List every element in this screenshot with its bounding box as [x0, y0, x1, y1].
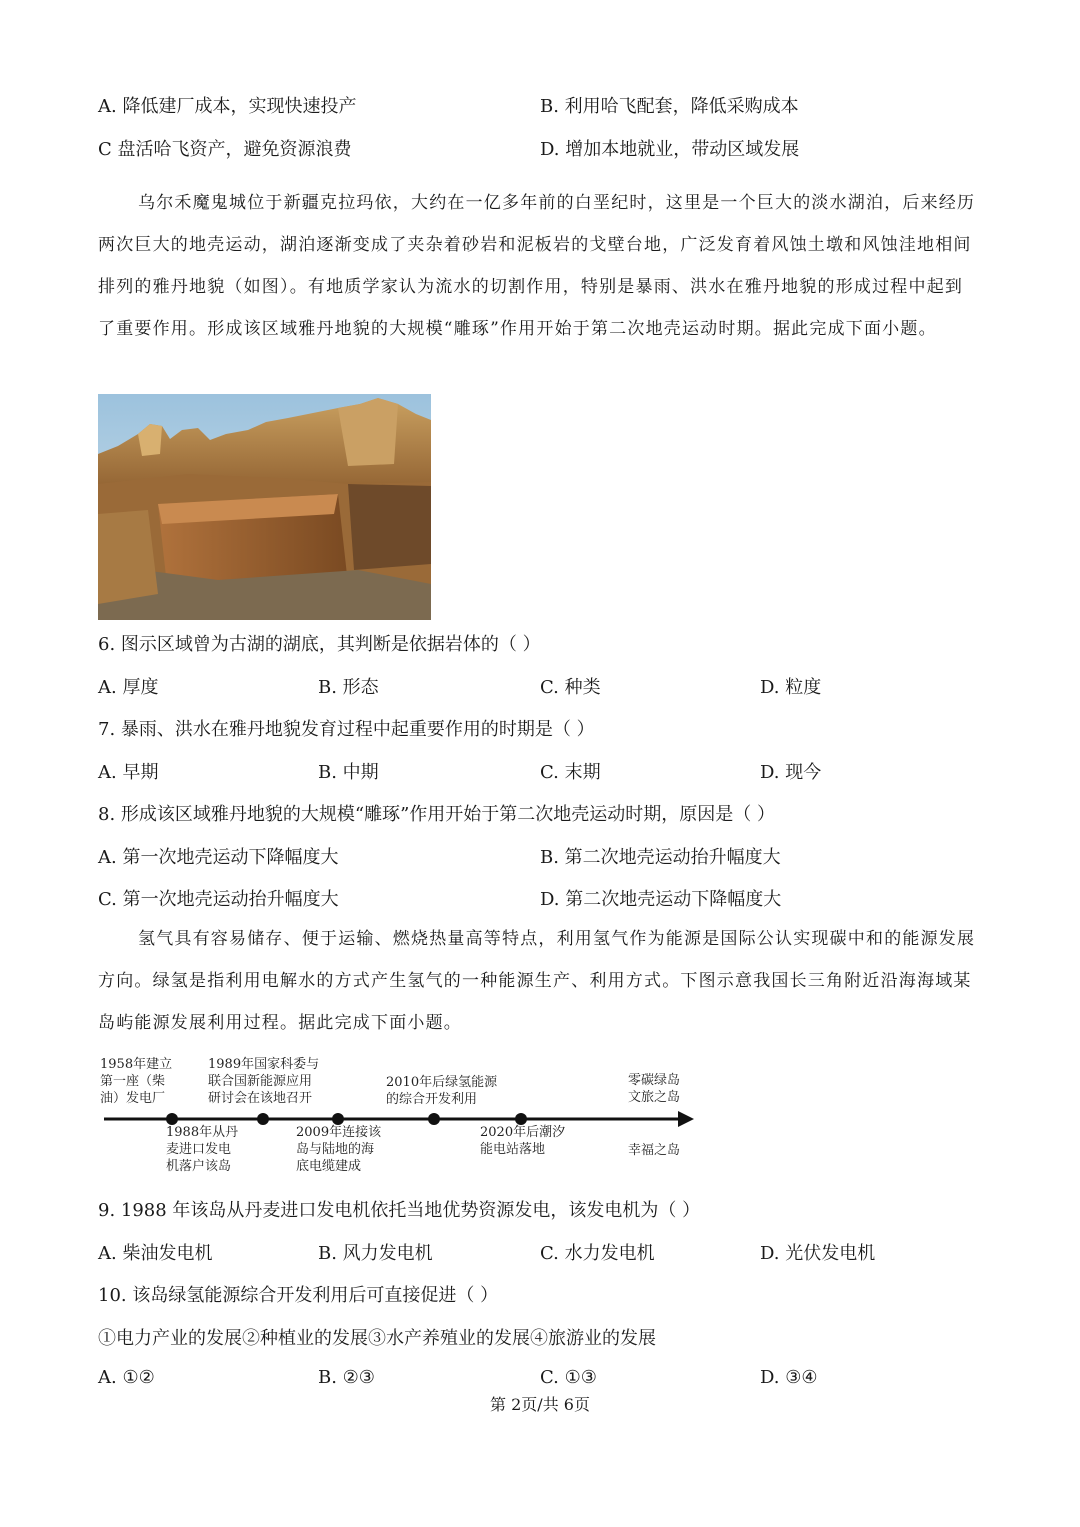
q7-stem: 7. 暴雨、洪水在雅丹地貌发育过程中起重要作用的时期是（ ） [98, 719, 595, 740]
q9-option-a: A. 柴油发电机 [98, 1243, 213, 1264]
q10-option-a: A. ①② [98, 1367, 155, 1388]
timeline-zero-carbon-label: 零碳绿岛 文旅之岛 [628, 1073, 681, 1105]
timeline-dot-1988 [257, 1113, 269, 1125]
q10-option-c: C. ①③ [540, 1367, 597, 1388]
q7-option-a: A. 早期 [98, 762, 159, 783]
passage-hydrogen: 氢气具有容易储存、便于运输、燃烧热量高等特点，利用氢气作为能源是国际公认实现碳中和的能源发展方向。绿氢是指利用电解水的方式产生氢气的一种能源生产、利用方式。下图示意我国长三角附近沿海海域某岛屿能源发展利用过程。据此完成下面小题。 [98, 929, 976, 1033]
q9-option-b: B. 风力发电机 [318, 1243, 433, 1264]
q7-option-b: B. 中期 [318, 762, 379, 783]
q6-stem: 6. 图示区域曾为古湖的湖底，其判断是依据岩体的（ ） [98, 634, 541, 655]
timeline-2010-label: 2010年后绿氢能源 的综合开发利用 [386, 1075, 498, 1107]
q10-stem: 10. 该岛绿氢能源综合开发利用后可直接促进（ ） [98, 1285, 499, 1306]
timeline-2020-label: 2020年后潮汐 能电站落地 [480, 1125, 566, 1157]
q7-option-c: C. 末期 [540, 762, 601, 783]
q5-option-d: D. 增加本地就业，带动区域发展 [540, 139, 800, 160]
island-energy-timeline [96, 1052, 706, 1182]
q6-option-c: C. 种类 [540, 677, 601, 698]
yardang-photo [98, 394, 431, 620]
timeline-1989-label: 1989年国家科委与 联合国新能源应用 研讨会在该地召开 [208, 1057, 320, 1106]
q8-option-a: A. 第一次地壳运动下降幅度大 [98, 847, 339, 868]
q9-option-c: C. 水力发电机 [540, 1243, 655, 1264]
timeline-1988-label: 1988年从丹 麦进口发电 机落户该岛 [166, 1125, 239, 1174]
q6-option-d: D. 粒度 [760, 677, 822, 698]
q5-option-a: A. 降低建厂成本，实现快速投产 [98, 96, 357, 117]
q8-option-c: C. 第一次地壳运动抬升幅度大 [98, 889, 339, 910]
q9-stem: 9. 1988 年该岛从丹麦进口发电机依托当地优势资源发电，该发电机为（ ） [98, 1200, 701, 1221]
q8-stem: 8. 形成该区域雅丹地貌的大规模“雕琢”作用开始于第二次地壳运动时期，原因是（ ） [98, 804, 776, 825]
q10-option-b: B. ②③ [318, 1367, 375, 1388]
timeline-1958-label: 1958年建立 第一座（柴 油）发电厂 [100, 1057, 173, 1106]
q6-option-b: B. 形态 [318, 677, 379, 698]
timeline-dot-2010 [428, 1113, 440, 1125]
q5-option-b: B. 利用哈飞配套，降低采购成本 [540, 96, 799, 117]
q8-option-b: B. 第二次地壳运动抬升幅度大 [540, 847, 781, 868]
q10-option-d: D. ③④ [760, 1367, 818, 1388]
page-footer: 第 2页/共 6页 [490, 1395, 590, 1414]
q5-option-c: C 盘活哈飞资产，避免资源浪费 [98, 139, 352, 160]
q7-option-d: D. 现今 [760, 762, 822, 783]
timeline-happy-island-label: 幸福之岛 [628, 1143, 681, 1158]
timeline-arrowhead [678, 1111, 694, 1127]
q10-items: ①电力产业的发展②种植业的发展③水产养殖业的发展④旅游业的发展 [98, 1328, 656, 1349]
passage-yardang: 乌尔禾魔鬼城位于新疆克拉玛依，大约在一亿多年前的白垩纪时，这里是一个巨大的淡水湖泊，后来经历两次巨大的地壳运动，湖泊逐渐变成了夹杂着砂岩和泥板岩的戈壁台地，广泛发育着风蚀土墩和风蚀洼地相间排列的雅丹地貌（如图）。有地质学家认为流水的切割作用，特别是暴雨、洪水在雅丹地貌的形成过程中起到了重要作用。形成该区域雅丹地貌的大规模“雕琢”作用开始于第二次地壳运动时期。据此完成下面小题。 [98, 193, 976, 339]
q9-option-d: D. 光伏发电机 [760, 1243, 876, 1264]
q8-option-d: D. 第二次地壳运动下降幅度大 [540, 889, 782, 910]
q6-option-a: A. 厚度 [98, 677, 159, 698]
timeline-2009-label: 2009年连接该 岛与陆地的海 底电缆建成 [296, 1125, 382, 1174]
